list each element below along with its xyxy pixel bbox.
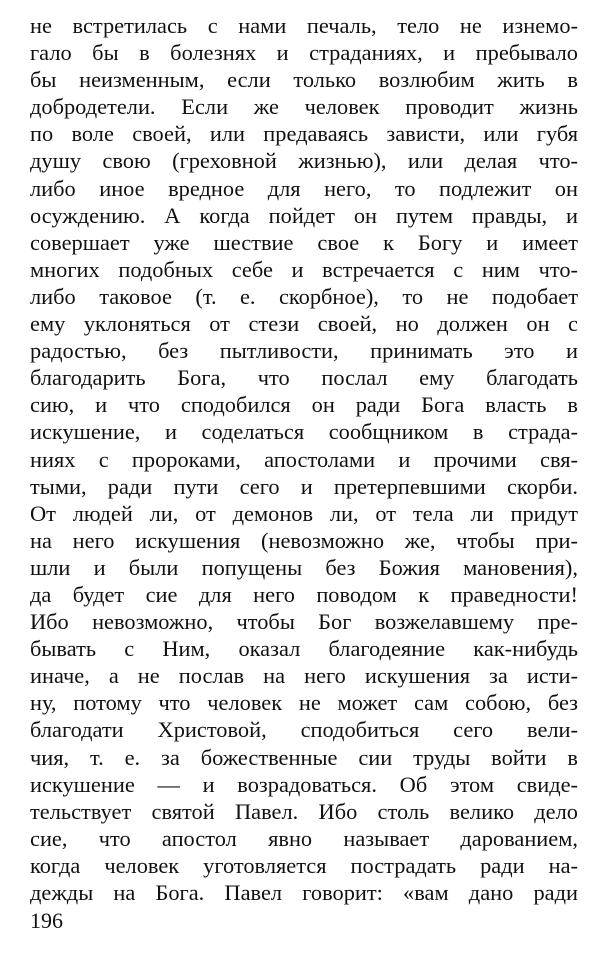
text-line: по воле своей, или предаваясь зависти, или губя bbox=[30, 121, 578, 147]
text-line: От людей ли, от демонов ли, от тела ли придут bbox=[30, 500, 578, 526]
text-line: либо иное вредное для него, то подлежит он bbox=[30, 175, 578, 201]
text-line: искушение, и соделаться сообщником в страда- bbox=[30, 419, 578, 445]
text-line: благодати Христовой, сподобиться сего вели- bbox=[30, 717, 578, 743]
text-line: не встретилась с нами печаль, тело не изнемо- bbox=[30, 13, 578, 38]
text-line: добродетели. Если же человек проводит жизнь bbox=[30, 94, 578, 120]
text-line: либо таковое (т. е. скорбное), то не подобает bbox=[30, 283, 578, 309]
text-line: дежды на Бога. Павел говорит: «вам дано ради bbox=[30, 880, 578, 905]
page-number: 196 bbox=[30, 908, 63, 933]
text-line: бывать с Ним, оказал благодеяние как-нибудь bbox=[30, 636, 578, 662]
text-line: да будет сие для него поводом к праведности! bbox=[30, 581, 578, 607]
text-line: сию, и что сподобился он ради Бога власть в bbox=[30, 392, 578, 418]
text-line: чия, т. е. за божественные сии труды войти в bbox=[30, 744, 578, 770]
text-line: совершает уже шествие свое к Богу и имеет bbox=[30, 229, 578, 255]
text-line: ему уклоняться от стези своей, но должен он с bbox=[30, 311, 578, 337]
text-line: радостью, без пытливости, принимать это и bbox=[30, 338, 578, 364]
text-line: тельствует святой Павел. Ибо столь велико дело bbox=[30, 798, 578, 824]
text-line: осуждению. А когда пойдет он путем правды, и bbox=[30, 202, 578, 228]
text-line: сие, что апостол явно называет дарованием, bbox=[30, 825, 578, 851]
text-line: гало бы в болезнях и страданиях, и пребывало bbox=[30, 40, 578, 66]
body-text bbox=[30, 12, 578, 906]
text-line: многих подобных себе и встречается с ним что- bbox=[30, 256, 578, 282]
text-line: когда человек уготовляется пострадать ради на- bbox=[30, 852, 578, 878]
text-line: на него искушения (невозможно же, чтобы при- bbox=[30, 527, 578, 553]
text-line: благодарить Бога, что послал ему благодать bbox=[30, 365, 578, 391]
text-line: Ибо невозможно, чтобы Бог возжелавшему пре- bbox=[30, 609, 578, 635]
text-line: искушение — и возрадоваться. Об этом свиде- bbox=[30, 771, 578, 797]
text-line: бы неизменным, если только возлюбим жить в bbox=[30, 67, 578, 93]
text-line: иначе, а не послав на него искушения за исти- bbox=[30, 663, 578, 689]
text-line: ниях с пророками, апостолами и прочими свя- bbox=[30, 446, 578, 472]
text-line: тыми, ради пути сего и претерпевшими скорби. bbox=[30, 473, 578, 499]
text-line: ну, потому что человек не может сам собою, без bbox=[30, 690, 578, 716]
text-line: шли и были попущены без Божия мановения), bbox=[30, 554, 578, 580]
text-line: душу свою (греховной жизнью), или делая что- bbox=[30, 148, 578, 174]
